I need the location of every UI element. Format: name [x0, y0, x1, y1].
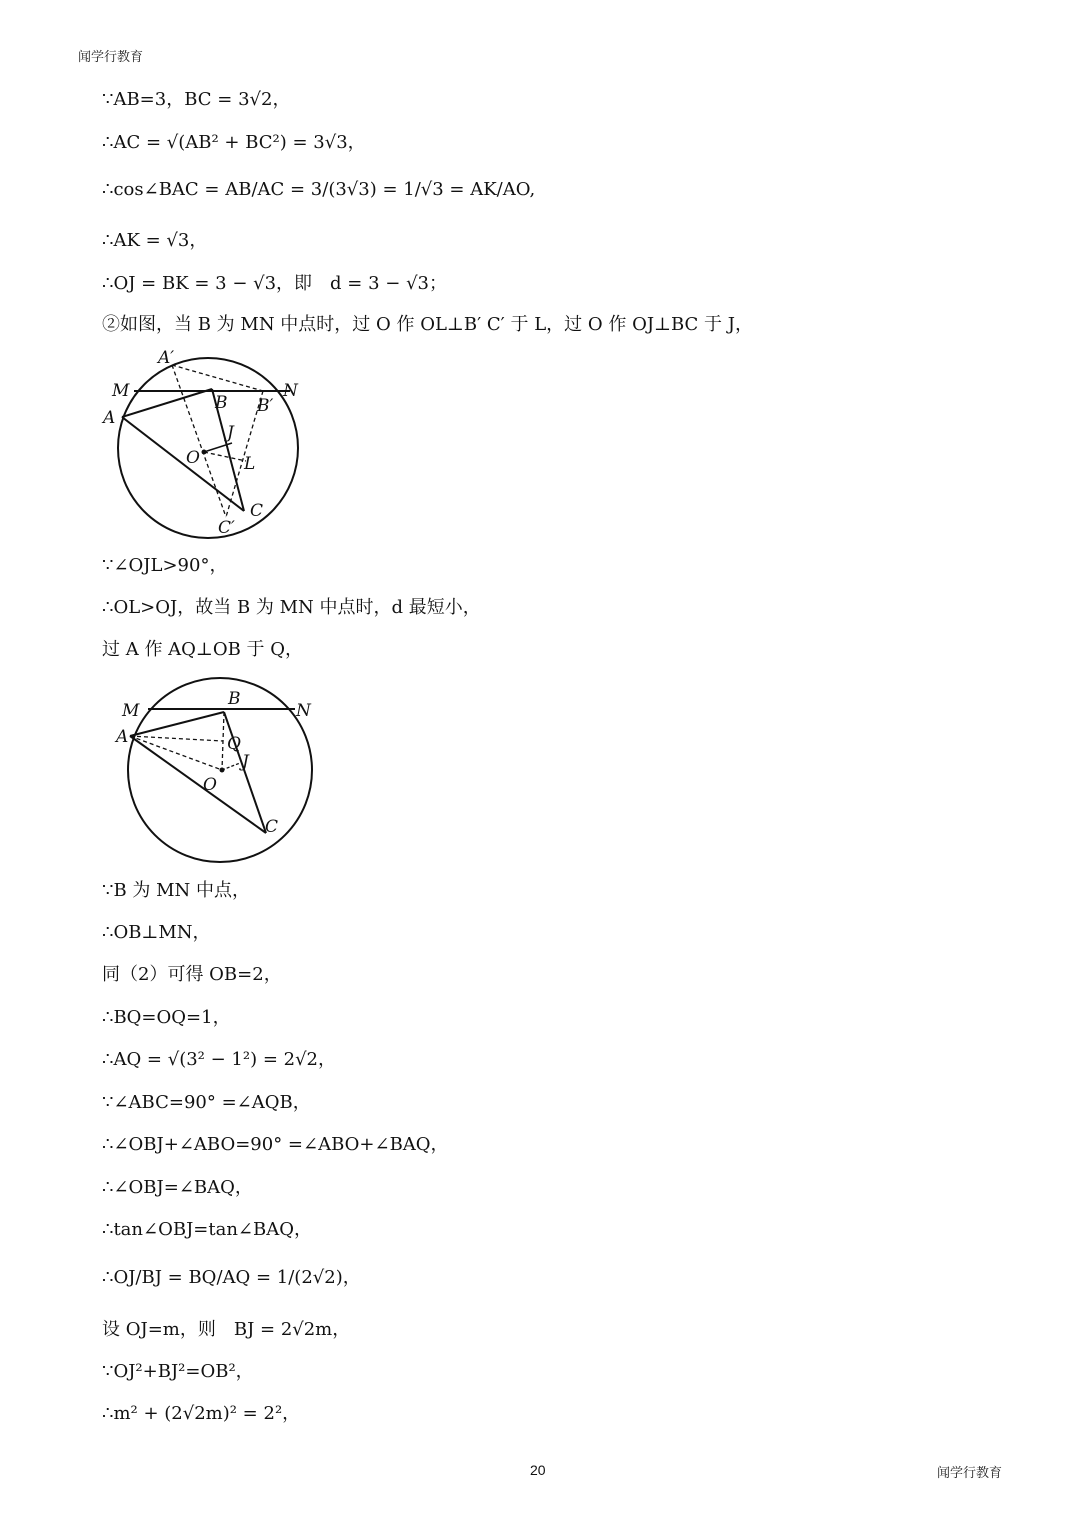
label-b-1: B	[215, 393, 228, 413]
line-2: ∴AC = √(AB² + BC²) = 3√3，	[102, 132, 366, 153]
line-5: ∴OJ = BK = 3 − √3，即 d = 3 − √3；	[102, 273, 447, 294]
segment-ac-1	[122, 417, 244, 511]
circle-1	[118, 358, 298, 538]
line-19: ∴OJ/BJ = BQ/AQ = 1/(2√2)，	[102, 1267, 361, 1288]
figure-1-diagram	[100, 345, 310, 545]
label-b-2: B	[228, 689, 241, 709]
line-7: ∵∠OJL>90°，	[102, 555, 228, 576]
label-o-1: O	[186, 448, 200, 468]
line-3: ∴cos∠BAC = AB/AC = 3/(3√3) = 1/√3 = AK/AO,	[102, 179, 536, 200]
label-j-1: J	[227, 423, 234, 443]
line-18: ∴tan∠OBJ=tan∠BAQ，	[102, 1219, 312, 1240]
dashed-ac-prime	[172, 365, 226, 517]
segment-ac-2	[130, 736, 266, 833]
line-13: ∴BQ=OQ=1，	[102, 1007, 231, 1028]
label-n-1: N	[283, 381, 298, 401]
label-a-1: A	[103, 408, 116, 428]
label-j-2: J	[242, 752, 249, 772]
header-brand: 闻学行教育	[78, 50, 144, 65]
figure-2-diagram	[100, 675, 320, 870]
page-number: 20	[530, 1462, 546, 1478]
dashed-ao	[130, 736, 222, 770]
footer-brand: 闻学行教育	[936, 1466, 1002, 1481]
segment-ab-2	[130, 712, 224, 736]
line-4: ∴AK = √3，	[102, 230, 208, 251]
label-l-1: L	[244, 454, 256, 474]
line-11: ∴OB⊥MN，	[102, 922, 211, 943]
label-a-prime: A′	[158, 348, 175, 368]
line-22: ∴m² + (2√2m)² = 2²，	[102, 1403, 301, 1424]
segment-ol-1	[204, 452, 246, 461]
dashed-oj-2	[222, 763, 240, 770]
label-b-prime: B′	[257, 396, 274, 416]
line-20: 设 OJ=m，则 BJ = 2√2m，	[102, 1319, 351, 1340]
label-a-2: A	[116, 727, 129, 747]
line-6: ②如图，当 B 为 MN 中点时，过 O 作 OL⊥B′ C′ 于 L，过 O 作 OJ⊥BC 于 J，	[102, 314, 753, 335]
line-15: ∵∠ABC=90° =∠AQB，	[102, 1092, 311, 1113]
dashed-aq	[130, 736, 223, 741]
point-o-2	[220, 768, 225, 773]
label-c-prime: C′	[218, 518, 235, 538]
label-q-2: Q	[227, 734, 241, 754]
line-1: ∵AB=3，BC = 3√2，	[102, 89, 291, 110]
label-m-2: M	[122, 701, 140, 721]
label-n-2: N	[296, 701, 311, 721]
line-10: ∵B 为 MN 中点，	[102, 880, 251, 901]
line-9: 过 A 作 AQ⊥OB 于 Q，	[102, 639, 304, 660]
line-8: ∴OL>OJ，故当 B 为 MN 中点时，d 最短小，	[102, 597, 481, 618]
label-o-2: O	[203, 775, 217, 795]
label-c-1: C	[250, 501, 264, 521]
line-21: ∵OJ²+BJ²=OB²，	[102, 1361, 254, 1382]
label-c-2: C	[265, 817, 279, 837]
point-o-1	[202, 450, 207, 455]
label-m-1: M	[112, 381, 130, 401]
line-12: 同（2）可得 OB=2，	[102, 964, 282, 985]
segment-bc-2	[224, 712, 266, 833]
line-16: ∴∠OBJ+∠ABO=90° =∠ABO+∠BAQ，	[102, 1134, 449, 1155]
line-14: ∴AQ = √(3² − 1²) = 2√2，	[102, 1049, 337, 1070]
line-17: ∴∠OBJ=∠BAQ，	[102, 1177, 253, 1198]
